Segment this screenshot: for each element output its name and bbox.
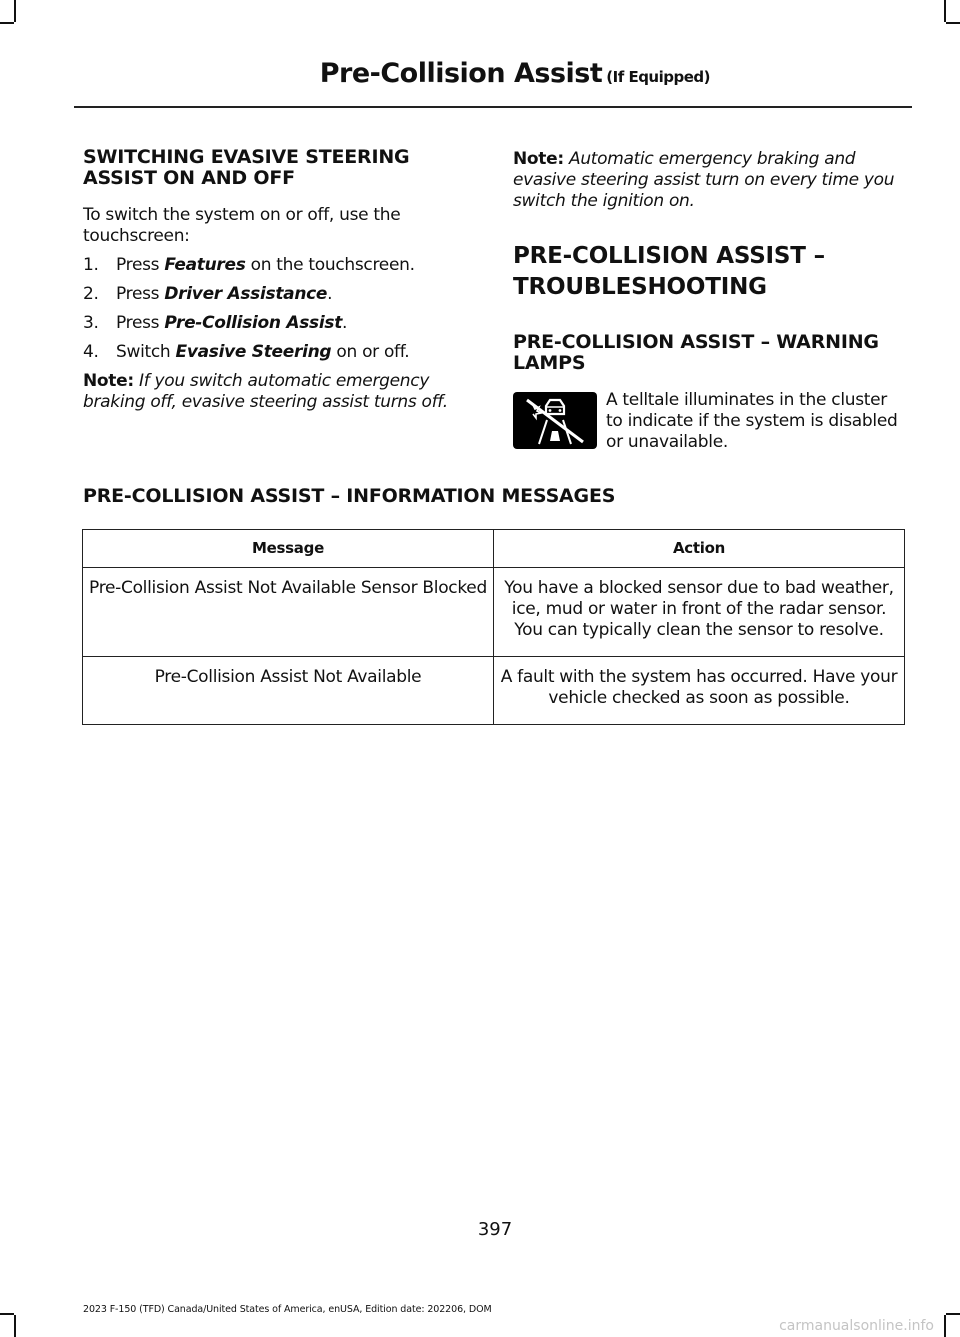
step-text: Press Pre-Collision Assist. — [116, 313, 348, 333]
crop-mark — [14, 0, 16, 22]
column-header-message: Message — [83, 530, 494, 568]
action-cell: You have a blocked sensor due to bad weather, ice, mud or water in front of the radar sensor. You can typically clean the sensor to resolve. — [494, 568, 905, 657]
edition-footer: 2023 F-150 (TFD) Canada/United States of America, enUSA, Edition date: 202206, DOM — [83, 1304, 492, 1315]
step-number: 3. — [83, 313, 99, 333]
troubleshooting-heading — [513, 241, 908, 303]
step-text: Press Driver Assistance. — [116, 284, 333, 304]
troubleshooting-heading-line2: TROUBLESHOOTING — [513, 274, 767, 300]
right-column — [513, 147, 908, 453]
list-item — [83, 284, 483, 305]
right-note — [513, 149, 908, 212]
ui-term: Evasive Steering — [175, 342, 332, 362]
left-note — [83, 371, 483, 413]
page-header-suffix: (If Equipped) — [606, 68, 710, 86]
step-text: Switch Evasive Steering on or off. — [116, 342, 410, 362]
message-cell: Pre-Collision Assist Not Available Sensor Blocked — [83, 568, 494, 657]
note-text: Automatic emergency braking and evasive steering assist turn on every time you switch the ignition on. — [513, 149, 895, 211]
step-number: 1. — [83, 255, 99, 275]
note-label: Note: — [83, 371, 134, 391]
left-column — [83, 147, 483, 413]
crop-mark — [944, 0, 946, 22]
table-row — [83, 568, 905, 657]
telltale-description: A telltale illuminates in the cluster to indicate if the system is disabled or unavailable. — [606, 390, 898, 452]
ui-term: Features — [164, 255, 246, 275]
crop-mark — [0, 1313, 14, 1315]
ui-term: Pre-Collision Assist — [164, 313, 343, 333]
action-cell: A fault with the system has occurred. Have your vehicle checked as soon as possible. — [494, 657, 905, 725]
list-item — [83, 255, 483, 276]
steps-list — [83, 255, 483, 363]
step-number: 4. — [83, 342, 99, 362]
crop-mark — [946, 1313, 960, 1315]
crop-mark — [946, 22, 960, 24]
information-messages-heading: PRE-COLLISION ASSIST – INFORMATION MESSAGES — [83, 485, 616, 507]
list-item — [83, 313, 483, 334]
list-item — [83, 342, 483, 363]
pre-collision-off-telltale-icon — [513, 392, 597, 449]
note-label: Note: — [513, 149, 564, 169]
message-cell: Pre-Collision Assist Not Available — [83, 657, 494, 725]
table-row — [83, 657, 905, 725]
step-text: Press Features on the touchscreen. — [116, 255, 415, 275]
page-number: 397 — [477, 1219, 513, 1240]
information-messages-table — [82, 529, 905, 725]
evasive-steering-heading: SWITCHING EVASIVE STEERING ASSIST ON AND OFF — [83, 146, 410, 189]
page-header-title: Pre-Collision Assist — [319, 58, 603, 89]
crop-mark — [0, 22, 14, 24]
header-rule — [74, 106, 912, 108]
crop-mark — [944, 1315, 946, 1337]
step-number: 2. — [83, 284, 99, 304]
ui-term: Driver Assistance — [164, 284, 328, 304]
troubleshooting-heading-line1: PRE-COLLISION ASSIST – — [513, 243, 825, 269]
page-header — [320, 58, 710, 89]
note-text: If you switch automatic emergency braking off, evasive steering assist turns off. — [83, 371, 448, 412]
column-header-action: Action — [494, 530, 905, 568]
watermark-link[interactable]: carmanualsonline.info — [779, 1318, 934, 1334]
intro-text: To switch the system on or off, use the touchscreen: — [83, 205, 401, 246]
telltale-row — [513, 390, 908, 453]
crop-mark — [14, 1315, 16, 1337]
warning-lamps-heading: PRE-COLLISION ASSIST – WARNING LAMPS — [513, 331, 879, 374]
table-header-row — [83, 530, 905, 568]
